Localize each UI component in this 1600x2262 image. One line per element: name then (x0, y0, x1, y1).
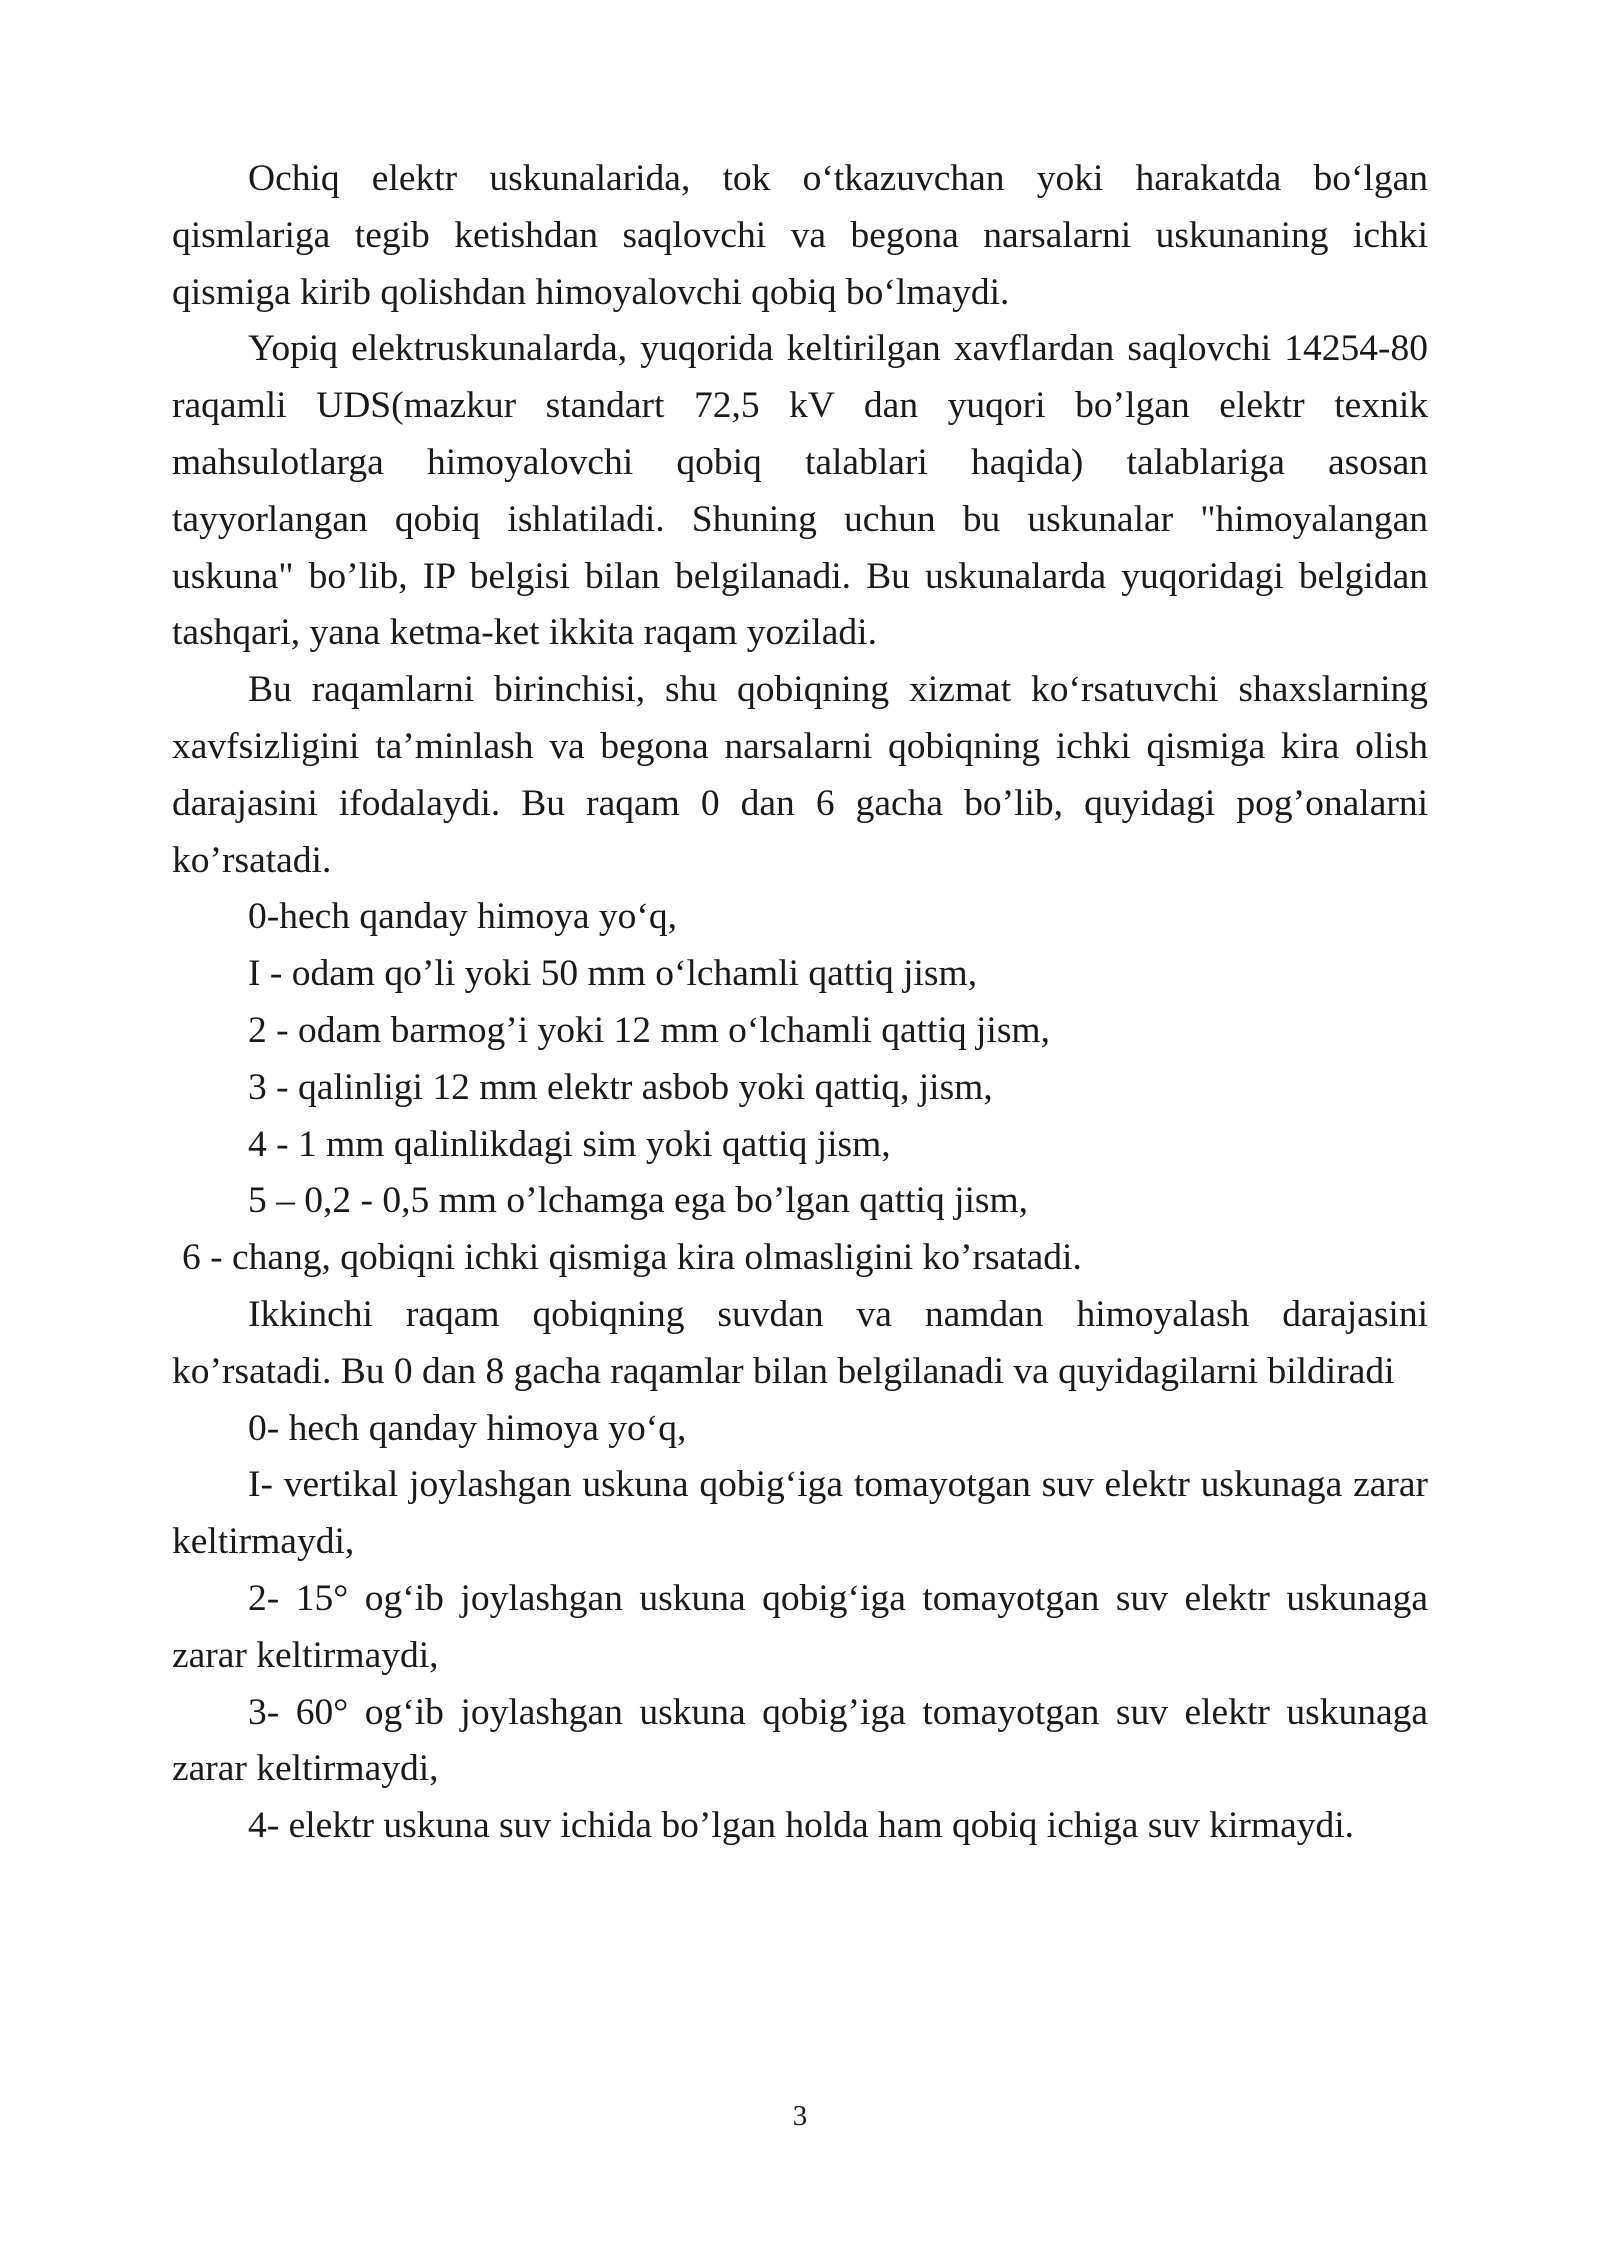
second-digit-item-0: 0- hech qanday himoya yo‘q, (248, 1407, 687, 1449)
paragraph-open-equipment: Ochiq elektr uskunalarida, tok o‘tkazuvchan yoki harakatda bo‘lgan qismlariga tegib ketishdan saqlovchi va begona narsalarni uskunaning ichki qismiga kirib qolishdan himoyalovchi qobiq bo‘lmaydi. (172, 158, 1428, 313)
paragraph-second-digit: Ikkinchi raqam qobiqning suvdan va namdan himoyalash darajasini ko’rsatadi. Bu 0 dan 8 gacha raqamlar bilan belgilanadi va quyidagilarni bildiradi (172, 1293, 1428, 1392)
first-digit-item-0: 0-hech qanday himoya yo‘q, (248, 896, 678, 938)
second-digit-item-1: I- vertikal joylashgan uskuna qobig‘iga tomayotgan suv elektr uskunaga zarar keltirmaydi, (172, 1464, 1428, 1563)
first-digit-item-3: 3 - qalinligi 12 mm elektr asbob yoki qattiq, jism, (248, 1066, 993, 1108)
page-number: 3 (792, 2100, 808, 2132)
first-digit-item-2: 2 - odam barmog’i yoki 12 mm o‘lchamli qattiq jism, (248, 1009, 1050, 1051)
first-digit-item-5: 5 – 0,2 - 0,5 mm o’lchamga ega bo’lgan qattiq jism, (248, 1180, 1029, 1222)
paragraph-closed-equipment: Yopiq elektruskunalarda, yuqorida keltirilgan xavflardan saqlovchi 14254-80 raqamli UDS(mazkur standart 72,5 kV dan yuqori bo’lgan elektr texnik mahsulotlarga himoyalovchi qobiq talablari haqida) talablariga asosan tayyorlangan qobiq ishlatiladi. Shuning uchun bu uskunalar "himoyalangan uskuna" bo’lib, IP belgisi bilan belgilanadi. Bu uskunalarda yuqoridagi belgidan tashqari, yana ketma-ket ikkita raqam yoziladi. (172, 328, 1428, 654)
paragraph-first-digit: Bu raqamlarni birinchisi, shu qobiqning xizmat ko‘rsatuvchi shaxslarning xavfsizligini ta’minlash va begona narsalarni qobiqning ichki qismiga kira olish darajasini ifodalaydi. Bu raqam 0 dan 6 gacha bo’lib, quyidagi pog’onalarni ko’rsatadi. (172, 669, 1428, 881)
second-digit-item-3: 3- 60° og‘ib joylashgan uskuna qobig’iga tomayotgan suv elektr uskunaga zarar keltirmaydi, (172, 1691, 1428, 1790)
body-text (172, 151, 1428, 1855)
first-digit-item-6: 6 - chang, qobiqni ichki qismiga kira olmasligini ko’rsatadi. (182, 1237, 1082, 1279)
second-digit-item-4: 4- elektr uskuna suv ichida bo’lgan holda ham qobiq ichiga suv kirmaydi. (248, 1805, 1355, 1847)
first-digit-item-1: I - odam qo’li yoki 50 mm o‘lchamli qattiq jism, (248, 953, 978, 995)
first-digit-item-4: 4 - 1 mm qalinlikdagi sim yoki qattiq jism, (248, 1123, 891, 1165)
second-digit-item-2: 2- 15° og‘ib joylashgan uskuna qobig‘iga tomayotgan suv elektr uskunaga zarar keltirmaydi, (172, 1577, 1428, 1676)
